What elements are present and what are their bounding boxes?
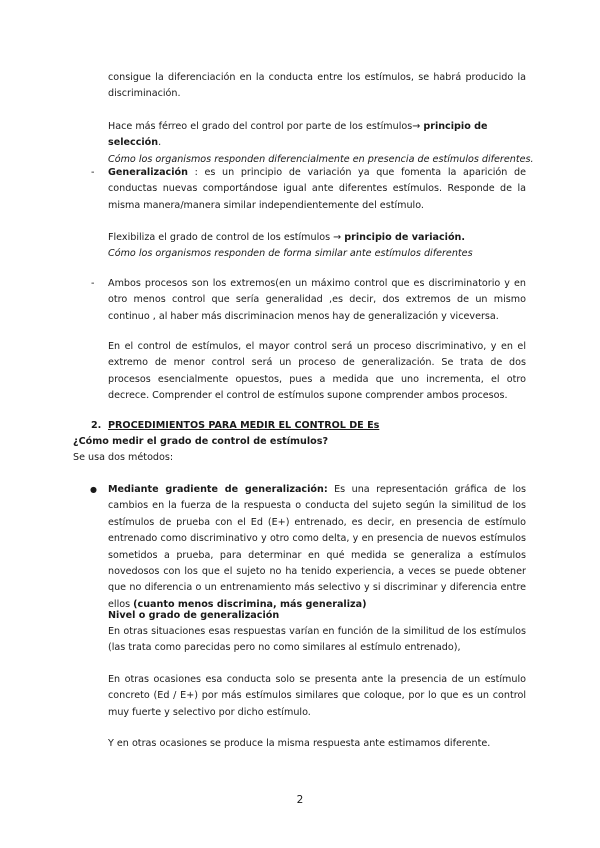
selection-text: Hace más férreo el grado del control por parte de los estímulos→ [108, 121, 424, 132]
section-title: PROCEDIMIENTOS PARA MEDIR EL CONTROL DE Es [108, 420, 380, 431]
gradiente-paragraph [108, 482, 526, 613]
ambos-text: Ambos procesos son los extremos(en un máximo control que es discriminatorio y en otro menos control que sería generalidad ,es decir, dos extremos de un mismo continuo , al haber más discriminacion menos hay de generalización y viceversa. [108, 278, 526, 322]
generalizacion-text: : es un principio de variación ya que fomenta la aparición de conductas nuevas comportándose igual ante diferentes estímulos. Responde de la misma manera/manera similar independientemente del estímulo. [108, 167, 526, 211]
generalizacion-dash: - [91, 167, 95, 178]
ambos-dash: - [91, 278, 95, 289]
discrimination-paragraph [108, 70, 526, 103]
generalizacion-paragraph [108, 165, 526, 214]
methods-intro-text: Se usa dos métodos: [73, 452, 174, 463]
control-paragraph [108, 339, 526, 405]
discrimination-text: consigue la diferenciación en la conducta entre los estímulos, se habrá producido la discriminación. [108, 72, 526, 100]
section-heading [108, 418, 528, 434]
y-otras-text: Y en otras ocasiones se produce la misma respuesta ante estimamos diferente. [108, 738, 491, 749]
nivel-heading-text: Nivel o grado de generalización [108, 610, 280, 621]
gradiente-bold-conclusion: (cuanto menos discrimina, más generaliza) [133, 598, 367, 610]
variation-principle-paragraph [108, 230, 538, 263]
selection-principle-bold: principio de selección [108, 121, 488, 149]
gradiente-term: Mediante gradiente de generalización: [108, 484, 328, 495]
y-otras-paragraph [108, 736, 528, 752]
page-number: 2 [296, 794, 304, 806]
selection-end: . [158, 137, 162, 149]
generalizacion-term: Generalización [108, 167, 188, 178]
selection-italic-note: Cómo los organismos responden diferencialmente en presencia de estímulos diferentes. [108, 153, 534, 165]
otras-paragraph [108, 672, 526, 721]
nivel-heading [108, 608, 528, 624]
control-text: En el control de estímulos, el mayor control será un proceso discriminativo, y en el extremo de menor control será un proceso de generalización. Se trata de dos procesos esencialmente opuestos, pues a medida que uno incrementa, el otro decrece. Comprender el control de estímulos supone comprender ambos procesos. [108, 341, 526, 402]
variation-principle-bold: principio de variación. [344, 232, 466, 243]
selection-principle-paragraph [108, 119, 538, 168]
variation-italic-note: Cómo los organismos responden de forma similar ante estímulos diferentes [108, 248, 473, 260]
section-number: 2. [91, 420, 102, 431]
gradiente-text: Es una representación gráfica de los cambios en la fuerza de la respuesta o conducta del sujeto según la similitud de los estímulos de prueba con el Ed (E+) entrenado, es decir, en presencia de estímulo entrenado como discriminativo y otro como delta, y en presencia de nuevos estímulos sometidos a prueba, para determinar en qué medida se generaliza a estímulos novedosos con los que el sujeto no ha tenido experiencia, a veces se puede obtener que no diferencia o un entrenamiento más selectivo y si discriminar y diferencia entre ellos [108, 484, 526, 610]
otras-text: En otras ocasiones esa conducta solo se presenta ante la presencia de un estímulo concreto (Ed / E+) por más estímulos similares que coloque, por lo que es un control muy fuerte y selectivo por dicho estímulo. [108, 674, 526, 718]
question-text: ¿Cómo medir el grado de control de estímulos? [73, 436, 329, 447]
variation-text: Flexibiliza el grado de control de los estímulos → [108, 232, 345, 243]
question-heading [73, 434, 533, 450]
nivel-text: En otras situaciones esas respuestas varían en función de la similitud de los estímulos (las trata como parecidas pero no como similares al estímulo entrenado), [108, 626, 526, 654]
nivel-paragraph [108, 624, 526, 657]
ambos-paragraph [108, 276, 526, 325]
gradiente-bullet: ● [90, 485, 97, 494]
methods-intro [73, 450, 533, 466]
